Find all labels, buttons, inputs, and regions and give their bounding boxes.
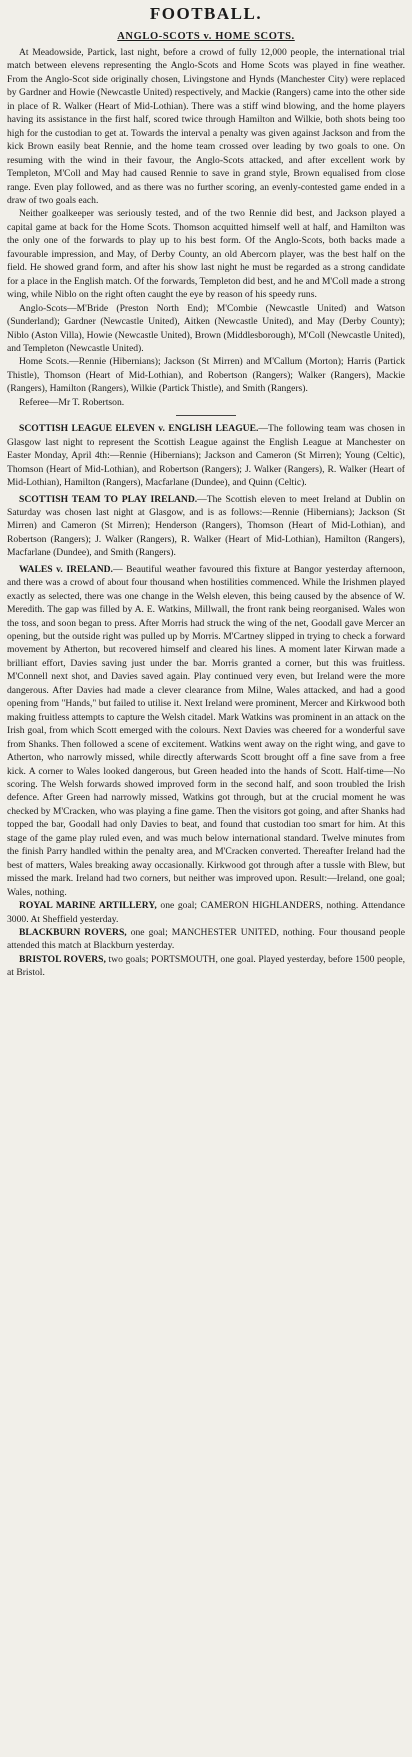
match-heading: ANGLO-SCOTS v. HOME SCOTS. [117,31,295,42]
result-item [7,926,405,953]
result-item [7,953,405,980]
result-title: BLACKBURN ROVERS, [19,927,127,938]
result-item [7,899,405,926]
team-list-home-scots: Home Scots.—Rennie (Hibernians); Jackson (St Mirren) and M'Callum (Morton); Harris (Partick Thistle), Thomson (Heart of Mid-Lothian), and Robertson (Rangers); Walker (Rangers), Mackie (Rangers), Hamilton (Rangers), Wilkie (Partick Thistle), and Smith (Rangers). [7,356,405,395]
wales-ireland-body: — Beautiful weather favoured this fixture at Bangor yesterday afternoon, and there was a crowd of about four thousand when hostilities commenced. While the Irishmen played exactly as selected, there was one change in the Welsh eleven, this being caused by the absence of W. Meredith. The gap was filled by A. E. Watkins, Millwall, the front rank being reorganised. Wales won the toss, and soon began to press. After Morris had struck the wing of the net, Goodall gave Mercer an opening, but the outside right was pulled up by Morris. M'Cartney slipped in trying to check a forward movement by Atherton, but recovered himself and cleared his lines. A moment later Kirwan made a brilliant effort, Davies saving just under the bar. Morris granted a corner, but this was fruitless. M'Connell next shot, and Davies saved again. Play continued very even, but Ireland were the more dangerous. After Davies had made a clever clearance from Milne, Wales attacked, and had a good opening from "Hands," but failed to utilise it. Next Ireland were prominent, Mercer and Kirkwood both making fruitless attempts to capture the Welsh citadel. Mark Watkins was prominent in an attack on the Irish goal, from which Scott emerged with the colours. Next Davies was cheered for a wonderful save from Shanks. Then followed a scene of excitement. Watkins went away on the right wing, and gave to Atherton, who narrowly missed, while directly afterwards Scott brought off a fine save from a free kick. A corner to Wales looked dangerous, but Green headed into the hands of Scott. Half-time—No scoring. The Welsh forwards showed improved form in the second half, and soon troubled the Irish defence. After Green had narrowly missed, Watkins got through, but at the crucial moment he was checked by M'Cracken, who was playing a fine game. Then the visitors got going, and after Shanks had topped the bar, Goodall had only Davies to beat, and found that custodian too smart for him. At this stage of the game play ruled even, and was much below international standard. Twelve minutes from the finish Parry handled within the penalty area, and M'Cracken converted. Thereafter Ireland had the best of matters, Wales breaking away occasionally. Kirkwood got through after a tussle with Blew, but missed the mark. Ireland had two corners, but neither was improved upon. Result:—Ireland, one goal; Wales, nothing. [7,563,405,898]
wales-ireland-item [7,563,405,899]
league-eleven-title: SCOTTISH LEAGUE ELEVEN v. ENGLISH LEAGUE. [19,423,259,435]
team-list-anglo-scots: Anglo-Scots—M'Bride (Preston North End); M'Combie (Newcastle United) and Watson (Sunderland); Gardner (Newcastle United), Aitken (Newcastle United), and May (Derby County); Niblo (Aston Villa), Howie (Newcastle United), Brown (Middlesborough), M'Coll (Newcastle United), and Templeton (Newcastle United). [7,302,405,354]
section-masthead: FOOTBALL. [149,4,263,23]
league-eleven-body: —The following team was chosen in Glasgow last night to represent the Scottish League against the English League at Manchester on Easter Monday, April 4th:—Rennie (Hibernians); Jackson and Cameron (St Mirren); Young (Celtic), Thomson (Heart of Mid-Lothian), and Robertson (Rangers); J. Walker (Rangers), R. Walker (Heart of Mid-Lothian), Hamilton (Rangers), Macfarlane (Dundee), and Quinn (Celtic). [7,423,405,489]
team-to-play-ireland-body: —The Scottish eleven to meet Ireland at Dublin on Saturday was chosen last night at Glasgow, and is as follows:—Rennie (Hibernians); Jackson (St Mirren) and Cameron (St Mirren); Henderson (Rangers), Thomson (Heart of Mid-Lothian), and Robertson (Rangers); J. Walker (Rangers), R. Walker (Heart of Mid-Lothian), Hamilton (Rangers), Macfarlane (Dundee), and Smith (Rangers). [7,493,405,559]
result-body: one goal; MANCHESTER UNITED, nothing. Four thousand people attended this match at Blackburn yesterday. [7,927,405,952]
referee-line: Referee—Mr T. Robertson. [19,396,125,408]
team-to-play-ireland-title: SCOTTISH TEAM TO PLAY IRELAND. [19,493,198,505]
match-report-paragraph-1: At Meadowside, Partick, last night, before a crowd of fully 12,000 people, the international trial match between elevens representing the Anglo-Scots and Home Scots was played in fine weather. From the Anglo-Scot side originally chosen, Livingstone and Hynds (Manchester City) were replaced by Gardner and Howie (Newcastle United) respectively, and Mackie (Rangers) came into the other side in place of R. Walker (Heart of Mid-Lothian). There was a stiff wind blowing, and the home players having its assistance in the first half, scored twice through Hamilton and Wilkie, both shots being too high for the custodian to get at. Towards the interval a penalty was given against Jackson and from the kick Brown easily beat Rennie, and the home team crossed over leading by two goals to one. On resuming with the wind in their favour, the Anglo-Scots attacked, and after excellent work by Templeton, M'Coll and May had caused Rennie to save in grand style, Brown equalised from close range. Even play followed, and as there was no further scoring, an evenly-contested game ended in a draw of two goals each. [7,47,405,206]
result-title: ROYAL MARINE ARTILLERY, [19,900,157,912]
league-eleven-item [7,422,405,489]
wales-ireland-title: WALES v. IRELAND. [19,563,113,575]
result-title: BRISTOL ROVERS, [19,953,106,965]
team-to-play-ireland-item [7,493,405,560]
result-body: one goal; CAMERON HIGHLANDERS, nothing. Attendance 3000. At Sheffield yesterday. [7,900,405,925]
result-body: two goals; PORTSMOUTH, one goal. Played yesterday, before 1500 people, at Bristol. [7,953,406,979]
section-divider [176,415,236,416]
match-report-paragraph-2: Neither goalkeeper was seriously tested, and of the two Rennie did best, and Jackson played a capital game at back for the Home Scots. Thomson acquitted himself well at half, and Hamilton was the only one of the forwards to play up to his best form. Of the Anglo-Scots, both backs made a favourable impression, and May, of Derby County, an old Abercorn player, was the best half on the field. He showed grand form, and after his show last night he must be regarded as a strong candidate for a place in the English match. Of the forwards, Templeton did best, and he and M'Coll made a strong wing, while Niblo on the right often caught the eye by reason of his speedy runs. [7,208,405,301]
